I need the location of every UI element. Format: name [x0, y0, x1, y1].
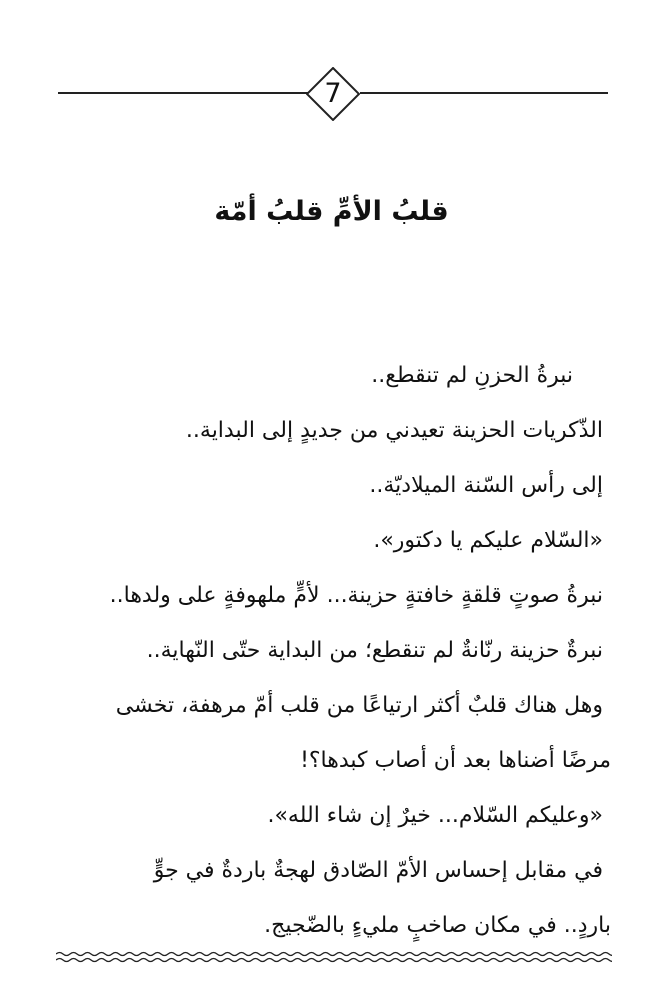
paragraph-line: وهل هناك قلبٌ أكثر ارتياعًا من قلب أمّ مرهفة، تخشى [115, 693, 603, 718]
paragraph-line: «وعليكم السّلام... خيرٌ إن شاء الله». [267, 803, 603, 828]
paragraph-line: مرضًا أضناها بعد أن أصاب كبدها؟! [300, 748, 611, 773]
bottom-wave-divider [56, 950, 612, 964]
paragraph-line: نبرةُ الحزنِ لم تنقطع.. [371, 363, 573, 388]
paragraph-line: إلى رأس السّنة الميلاديّة.. [369, 473, 603, 498]
paragraph-line: «السّلام عليكم يا دكتور». [373, 528, 603, 553]
paragraph-line: نبرةُ صوتٍ قلقةٍ خافتةٍ حزينة... لأمٍّ ملهوفةٍ على ولدها.. [109, 583, 603, 608]
paragraph-line: نبرةٌ حزينة رنّانةٌ لم تنقطع؛ من البداية حتّى النّهاية.. [146, 638, 603, 663]
paragraph-line: باردٍ.. في مكان صاخبٍ مليءٍ بالضّجيج. [264, 913, 611, 938]
chapter-number: 7 [324, 78, 342, 109]
paragraph-line: الذّكريات الحزينة تعيدني من جديدٍ إلى البداية.. [185, 418, 603, 443]
paragraph-line: في مقابل إحساس الأمّ الصّادق لهجةٌ باردةٌ في جوٍّ [153, 858, 603, 883]
header-rule-right [360, 92, 608, 94]
header-rule-left [58, 92, 308, 94]
chapter-title: قلبُ الأمِّ قلبُ أمّة [214, 196, 449, 227]
